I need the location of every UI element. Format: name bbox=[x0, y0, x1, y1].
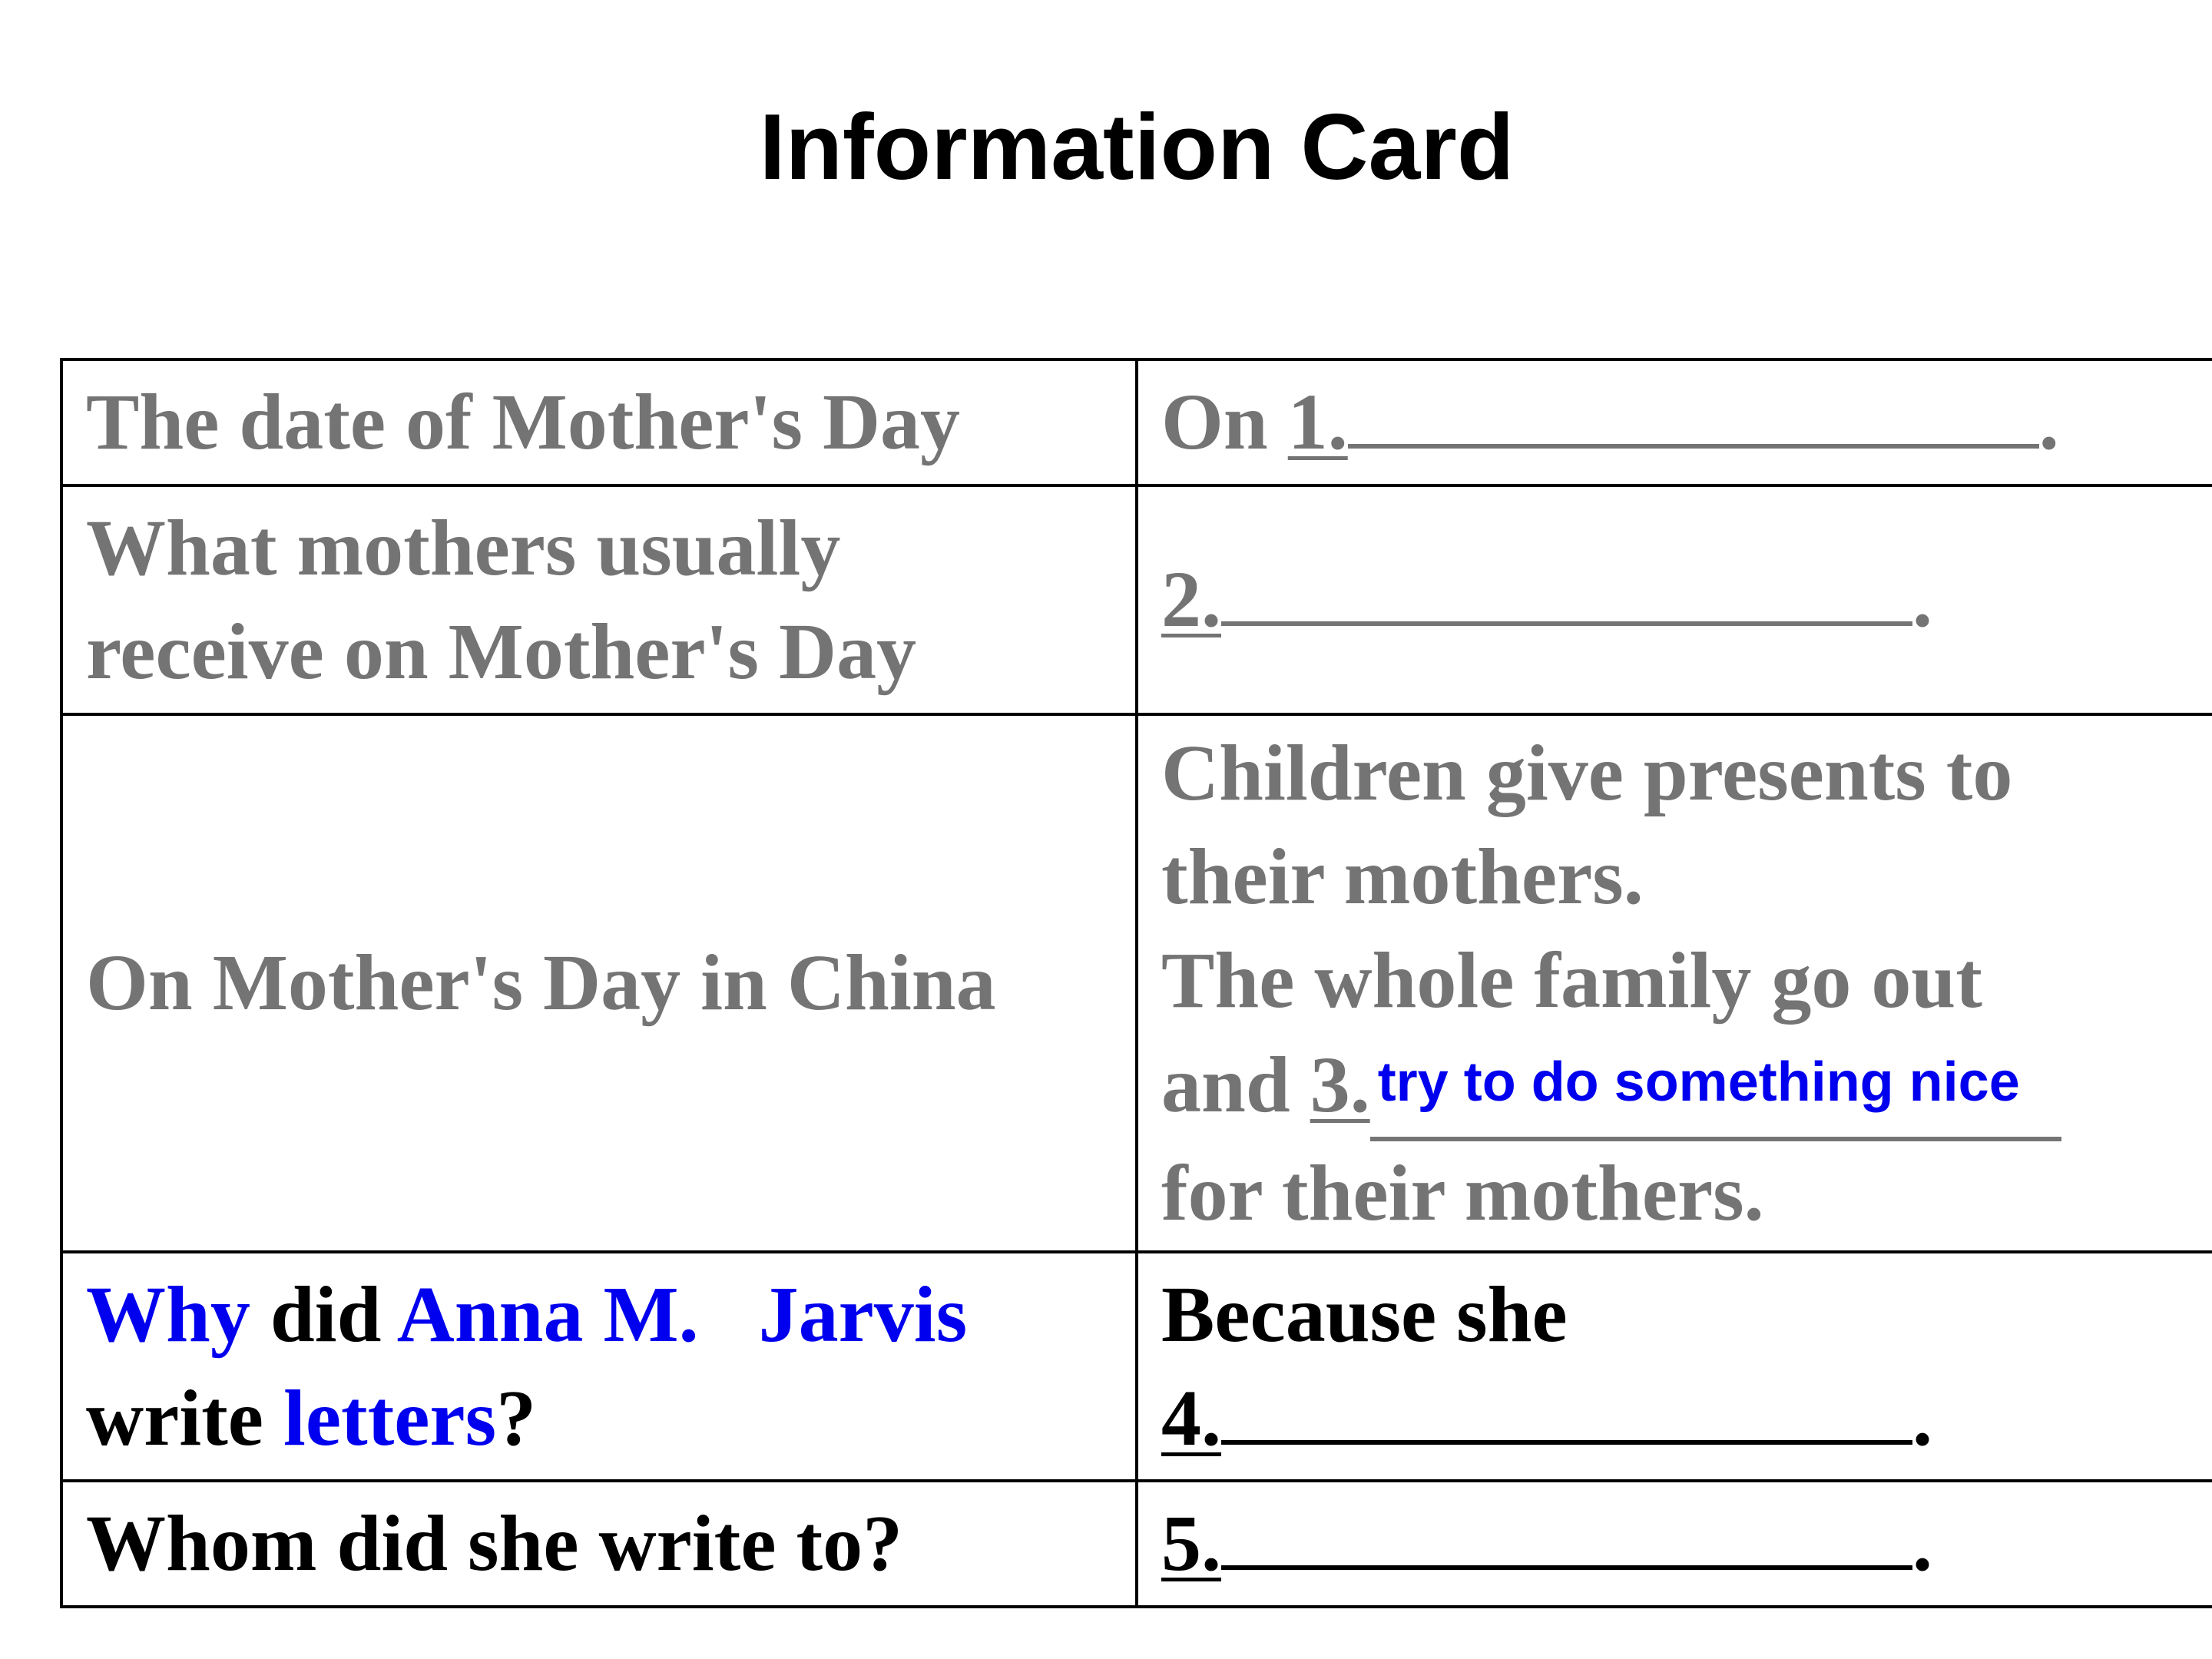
blank-number-3: 3. bbox=[1310, 1040, 1370, 1129]
information-card-table bbox=[60, 358, 2212, 1608]
answer-prefix: and bbox=[1161, 1040, 1310, 1129]
answer-prefix: On bbox=[1161, 378, 1288, 467]
blank-2[interactable] bbox=[1221, 556, 1912, 626]
answer-line-3: The whole family go out bbox=[1161, 936, 1982, 1025]
table-row bbox=[61, 359, 2212, 485]
table-row bbox=[61, 714, 2212, 1252]
question-line-1 bbox=[86, 1263, 1112, 1366]
question-fragment: did bbox=[250, 1270, 397, 1359]
question-mark: ? bbox=[496, 1374, 537, 1462]
question-text: On Mother's Day in China bbox=[86, 939, 996, 1028]
period: . bbox=[1912, 1374, 1932, 1462]
filled-answer-3: try to do something nice bbox=[1377, 1051, 2020, 1113]
question-cell-china bbox=[61, 714, 1137, 1252]
table-row bbox=[61, 1481, 2212, 1607]
answer-line-2: their mothers. bbox=[1161, 833, 1644, 922]
period: . bbox=[2038, 378, 2059, 467]
blank-5[interactable] bbox=[1221, 1500, 1912, 1570]
answer-line-2 bbox=[1161, 1366, 2190, 1470]
blank-number-5: 5. bbox=[1161, 1499, 1221, 1588]
answer-cell-2 bbox=[1137, 485, 2212, 714]
blank-number-1: 1. bbox=[1287, 378, 1348, 467]
question-fragment: write bbox=[86, 1374, 283, 1462]
answer-cell-3 bbox=[1137, 714, 2212, 1252]
question-line-2 bbox=[86, 1366, 1112, 1470]
blank-3[interactable] bbox=[1370, 1033, 2061, 1141]
answer-cell-4 bbox=[1137, 1252, 2212, 1481]
question-cell-whom bbox=[61, 1481, 1137, 1607]
keyword-why: Why bbox=[86, 1270, 250, 1359]
question-text: Whom did she write to? bbox=[86, 1499, 903, 1588]
blank-number-2: 2. bbox=[1161, 555, 1221, 644]
question-text: The date of Mother's Day bbox=[86, 378, 961, 467]
answer-cell-1 bbox=[1137, 359, 2212, 485]
question-line-2: receive on Mother's Day bbox=[86, 608, 917, 696]
answer-cell-5 bbox=[1137, 1481, 2212, 1607]
blank-4[interactable] bbox=[1221, 1375, 1912, 1445]
table-row bbox=[61, 1252, 2212, 1481]
answer-line-1: Because she bbox=[1161, 1270, 1568, 1359]
question-cell-receive bbox=[61, 485, 1137, 714]
answer-line-1: Children give presents to bbox=[1161, 729, 2013, 818]
keyword-name: Anna M. Jarvis bbox=[396, 1270, 968, 1359]
question-cell-date bbox=[61, 359, 1137, 485]
page-title: Information Card bbox=[759, 94, 1515, 199]
question-line-1: What mothers usually bbox=[86, 503, 841, 592]
answer-line-5: for their mothers. bbox=[1161, 1148, 1764, 1237]
table-row bbox=[61, 485, 2212, 714]
answer-line-4 bbox=[1161, 1033, 2190, 1141]
period: . bbox=[1912, 555, 1932, 644]
blank-1[interactable] bbox=[1348, 379, 2039, 449]
question-cell-why bbox=[61, 1252, 1137, 1481]
keyword-letters: letters bbox=[283, 1374, 497, 1462]
blank-number-4: 4. bbox=[1161, 1374, 1221, 1462]
period: . bbox=[1912, 1499, 1932, 1588]
